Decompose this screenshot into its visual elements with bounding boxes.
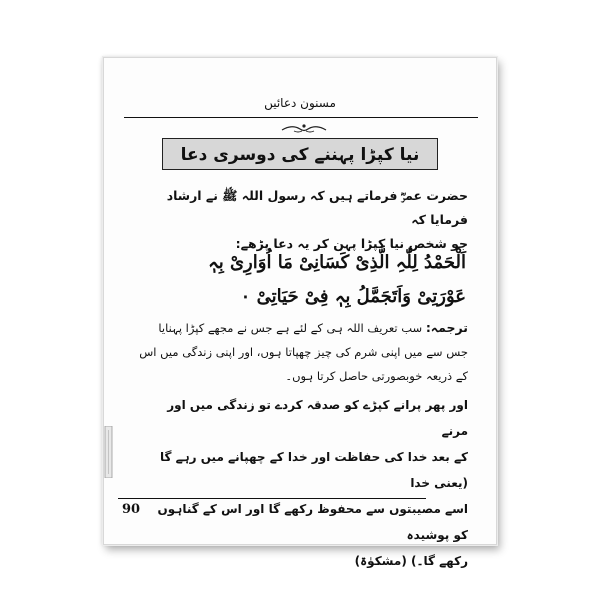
- paragraph-line: کے بعد خدا کی حفاظت اور خدا کے چھپانے میں رہے گا (یعنی خدا: [159, 450, 468, 490]
- intro-line: حضرت عمرؓ فرماتے ہیں کہ رسول اللہ ﷺ نے ارشاد فرمایا کہ: [166, 188, 468, 227]
- paragraph-line: اسے مصیبتوں سے محفوظ رکھے گا اور اس کے گناہوں کو پوشیدہ: [157, 502, 468, 542]
- intro-line: جو شخص نیا کپڑا پہن کر یہ دعا پڑھے:: [235, 236, 468, 251]
- translation-line-text: سب تعریف اللہ ہی کے لئے ہے جس نے مجھے کپڑا پہنایا: [158, 321, 423, 335]
- footer-rule: [118, 498, 426, 499]
- chapter-title: نیا کپڑا پہننے کی دوسری دعا: [180, 144, 420, 165]
- page-edge-clip-icon: [104, 426, 114, 478]
- translation-label: ترجمہ:: [425, 320, 468, 335]
- translation-line: جس سے میں اپنی شرم کی چیز چھپاتا ہوں، اور اپنی زندگی میں اس: [139, 345, 468, 359]
- closing-paragraph: [142, 392, 468, 574]
- arabic-line: عَوْرَتِیْ وَاَتَجَمَّلُ بِہٖ فِیْ حَیَاتِیْ ۰: [240, 286, 466, 307]
- paragraph-line: اور پھر پرانے کپڑے کو صدقہ کردے تو زندگی میں اور مرنے: [167, 398, 468, 438]
- paragraph-line: رکھے گا۔) (مشکوٰۃ): [354, 554, 468, 568]
- arabic-line: اَلْحَمْدُ لِلّٰہِ الَّذِیْ کَسَانِیْ مَا اُوَارِیْ بِہٖ: [208, 252, 466, 273]
- header-rule: [124, 117, 478, 118]
- chapter-title-box: [162, 138, 438, 170]
- book-page: [103, 57, 497, 568]
- page-number: 90: [122, 502, 141, 517]
- arabic-dua: [134, 246, 466, 314]
- translation-line: [134, 316, 468, 340]
- flourish-ornament-icon: [280, 122, 328, 134]
- translation-text: [134, 316, 468, 388]
- running-header: مسنون دعائیں: [264, 96, 336, 110]
- translation-line: کے ذریعہ خوبصورتی حاصل کرتا ہوں۔: [285, 369, 468, 383]
